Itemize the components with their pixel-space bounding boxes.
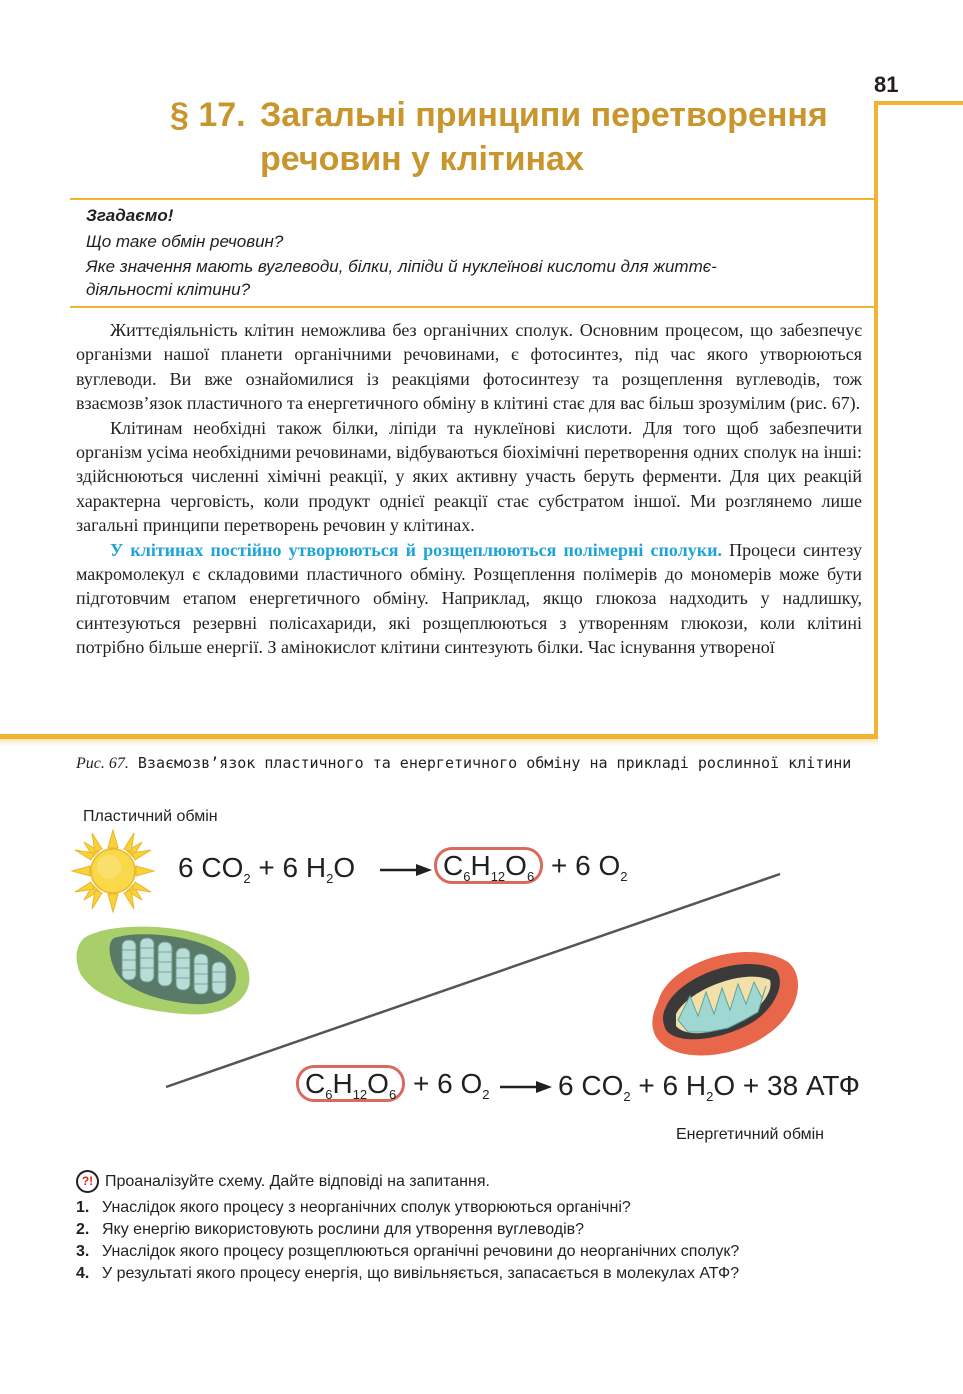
recall-question-1: Що таке обмін речовин? [86, 232, 284, 251]
respiration-products: 6 $CO_2 + 6$ $H_2O + 38$ АТФ [558, 1070, 860, 1104]
respiration-reactants: $C_6H_{12}O_6 + 6$ $O_2$ [296, 1068, 489, 1102]
photosynthesis-products: $C_6H_{12}O_6 + 6$ $O_2$ [434, 850, 627, 884]
page-title-line-2: речовин у клітинах [260, 140, 584, 178]
figure-number: Рис. 67. [76, 755, 129, 772]
question-item: 2. Яку енергію використовують рослини для утворення вуглеводів? [76, 1221, 585, 1238]
glucose-ring-1: $C_6H_{12}O_6$ [434, 847, 543, 884]
question-exclamation-icon: ?! [76, 1170, 99, 1193]
paragraph-3-text: Процеси синтезу макромолекул є складовими пластичного обміну. Розщеплення полімерів до мономерів може бути підготовчим етапом енергетичного обміну. Наприклад, якщо глюкоза надходить у надлишку, синтезуються резервні полісахариди, які розщеплюються з утворенням глюкози, коли клітині потрібно більше енергії. З амінокислот клітини синтезують білки. Час існування утвореної [76, 539, 863, 658]
reaction-arrow-2 [500, 1081, 552, 1093]
recall-heading: Згадаємо! [86, 206, 174, 225]
section-number: § 17. [170, 96, 246, 134]
recall-question-2-line-1: Яке значення мають вуглеводи, білки, ліпіди й нуклеїнові кислоти для життє- [86, 257, 717, 276]
reaction-arrow-1 [380, 864, 432, 876]
photosynthesis-reactants: 6 $CO_2 + 6$ $H_2O$ [178, 852, 356, 886]
question-item: 1. Унаслідок якого процесу з неорганічних сполук утворюються органічні? [76, 1199, 631, 1216]
glucose-ring-2: $C_6H_{12}O_6$ [296, 1065, 405, 1102]
paragraph-2: Клітинам необхідні також білки, ліпіди та нуклеїнові кислоти. Для того щоб забезпечити організм усіма необхідними речовинами, відбуваються біохімічні перетворення одних сполук на інші: здійснюються численні хімічні реакції, у яких активну участь беруть ферменти. Для цих реакцій характерна черговість, коли продукт однієї реакції стає субстратом іншої. Ми розглянемо лише загальні принципи перетворень речовин у клітинах. [76, 417, 862, 536]
energy-exchange-label: Енергетичний обмін [676, 1126, 825, 1143]
questions-intro-text: Проаналізуйте схему. Дайте відповіді на запитання. [105, 1172, 490, 1190]
cycle-diagonal-line [166, 874, 780, 1087]
key-statement: У клітинах постійно утворюються й розщеплюються полімерні сполуки. [110, 539, 722, 560]
page-number: 81 [874, 72, 899, 97]
plastic-exchange-label: Пластичний обмін [83, 808, 218, 825]
questions-intro [76, 1170, 490, 1193]
figure-caption-text: Взаємозв’язок пластичного та енергетичного обміну на прикладі рослинної клітини [128, 754, 852, 772]
question-item: 3. Унаслідок якого процесу розщеплюються органічні речовини до неорганічних сполук? [76, 1243, 740, 1260]
recall-question-2-line-2: діяльності клітини? [86, 280, 251, 299]
page-title-line-1: Загальні принципи перетворення [260, 96, 828, 134]
question-item: 4. У результаті якого процесу енергія, що вивільняється, запасається в молекулах АТФ? [76, 1265, 740, 1282]
paragraph-1: Життєдіяльність клітин неможлива без органічних сполук. Основним процесом, що забезпечує організми нашої планети органічними речовинами, є фотосинтез, під час якого утворюються вуглеводи. Ви вже ознайомилися із реакціями фотосинтезу та розщеплення вуглеводів, тож взаємозв’язок пластичного та енергетичного обміну в клітині стає для вас більш зрозумілим (рис. 67). [76, 320, 862, 414]
